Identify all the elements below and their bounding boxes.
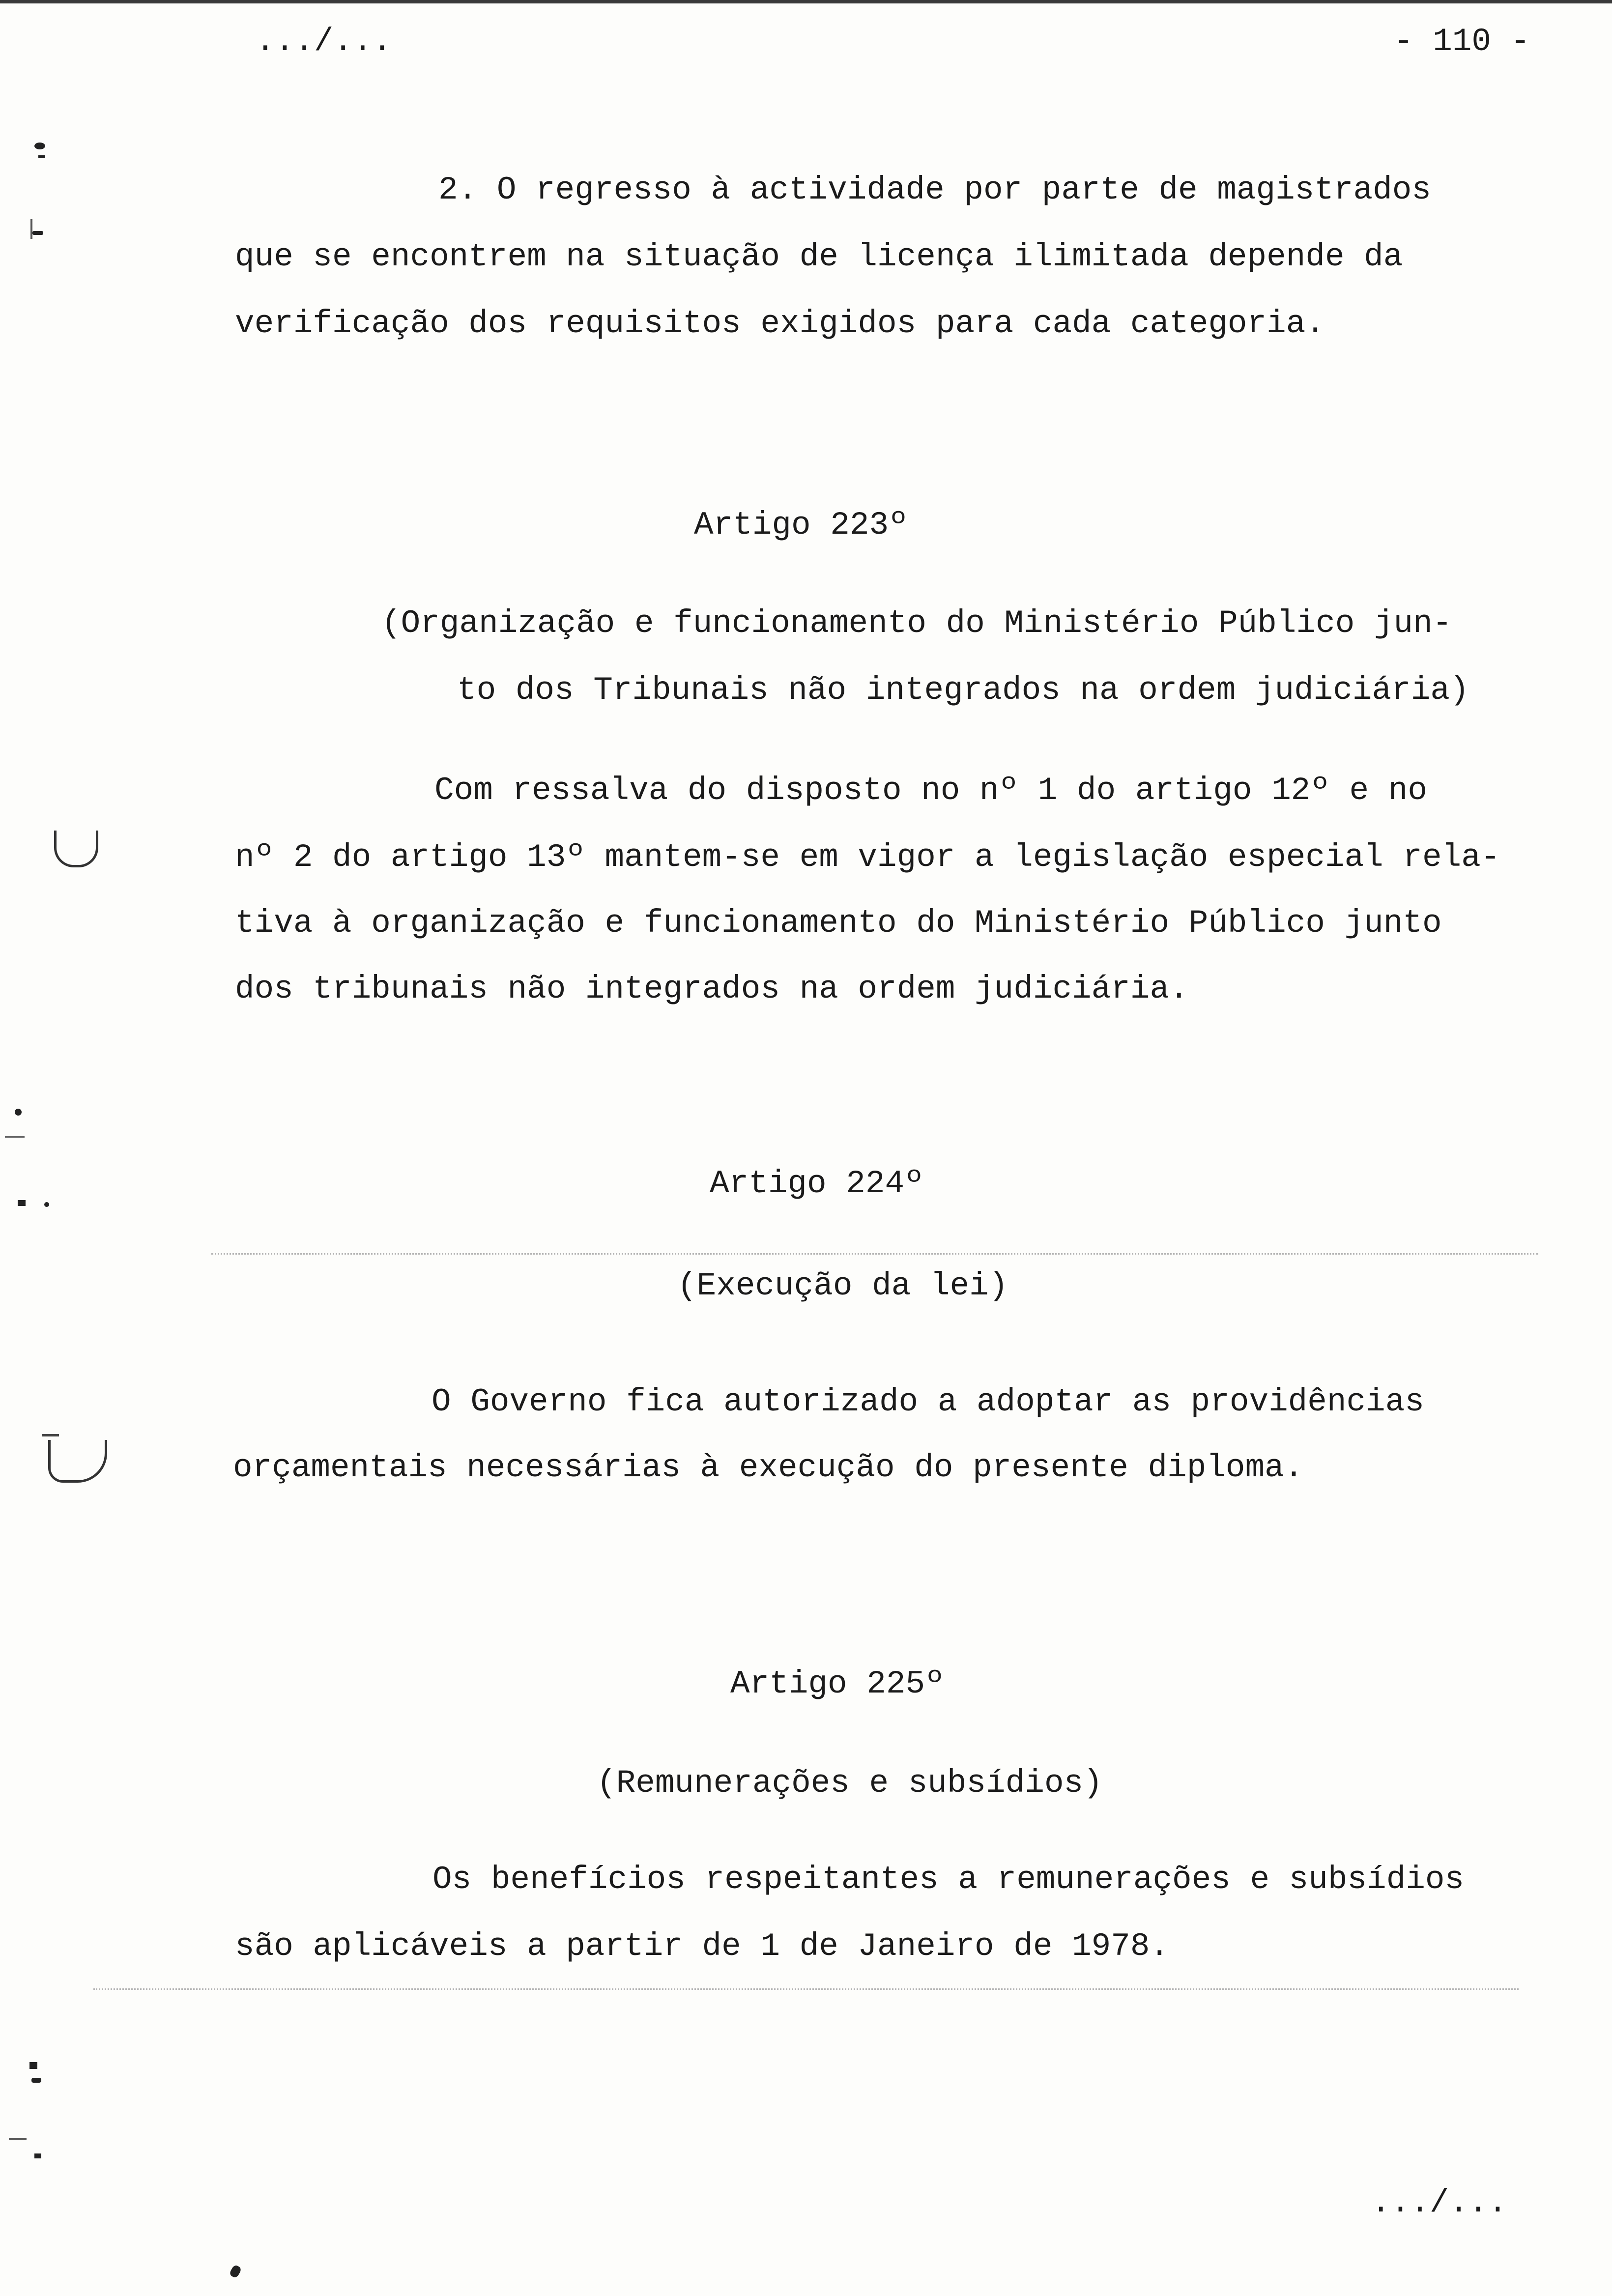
scan-dotted-line: [211, 1253, 1538, 1256]
intro-line-2: que se encontrem na situação de licença ilimitada depende da: [235, 238, 1403, 275]
continuation-marker-bottom: .../...: [1371, 2184, 1508, 2221]
scan-speck: [32, 231, 43, 235]
scan-speck: [29, 2062, 37, 2069]
scan-speck: [34, 2153, 41, 2158]
article-223-body-line-1: Com ressalva do disposto no nº 1 do artigo 12º e no: [434, 772, 1427, 809]
article-224-heading: Artigo 224º: [710, 1165, 924, 1202]
scan-speck: [31, 2078, 41, 2083]
article-224-subtitle: (Execução da lei): [677, 1267, 1008, 1304]
article-224-body-line-2: orçamentais necessárias à execução do presente diploma.: [233, 1449, 1304, 1486]
intro-line-1: 2. O regresso à actividade por parte de magistrados: [438, 172, 1431, 208]
scan-speck: [15, 1109, 22, 1116]
article-223-body-line-4: dos tribunais não integrados na ordem judiciária.: [235, 971, 1189, 1007]
scan-speck: [42, 1434, 59, 1436]
article-223-body-line-2: nº 2 do artigo 13º mantem-se em vigor a legislação especial rela-: [235, 839, 1500, 876]
scan-speck: [229, 2264, 242, 2279]
article-223-subtitle-line-2: to dos Tribunais não integrados na ordem judiciária): [457, 672, 1469, 709]
scan-dotted-line: [93, 1988, 1519, 1991]
article-224-body-line-1: O Governo fica autorizado a adoptar as providências: [432, 1383, 1424, 1420]
article-225-body-line-1: Os benefícios respeitantes a remunerações e subsídios: [432, 1861, 1465, 1898]
page-number: - 110 -: [1394, 23, 1530, 60]
scan-curve-mark: [54, 831, 98, 867]
intro-line-3: verificação dos requisitos exigidos para cada categoria.: [235, 305, 1325, 342]
scan-speck: [9, 2138, 27, 2140]
scan-speck: [44, 1202, 49, 1207]
scan-speck: [30, 219, 41, 239]
article-225-heading: Artigo 225º: [730, 1665, 945, 1702]
article-225-body-line-2: são aplicáveis a partir de 1 de Janeiro de 1978.: [235, 1928, 1170, 1965]
scan-speck: [5, 1136, 25, 1138]
continuation-marker-top: .../...: [256, 23, 392, 60]
article-223-heading: Artigo 223º: [694, 507, 908, 544]
scan-speck: [18, 1200, 26, 1206]
scan-speck: [38, 155, 45, 158]
article-223-subtitle-line-1: (Organização e funcionamento do Ministério Público jun-: [381, 605, 1452, 642]
page-top-border: [0, 0, 1612, 3]
scan-speck: [34, 143, 45, 149]
scan-curve-mark: [48, 1440, 107, 1483]
article-223-body-line-3: tiva à organização e funcionamento do Ministério Público junto: [235, 905, 1442, 942]
article-225-subtitle: (Remunerações e subsídios): [597, 1765, 1103, 1802]
